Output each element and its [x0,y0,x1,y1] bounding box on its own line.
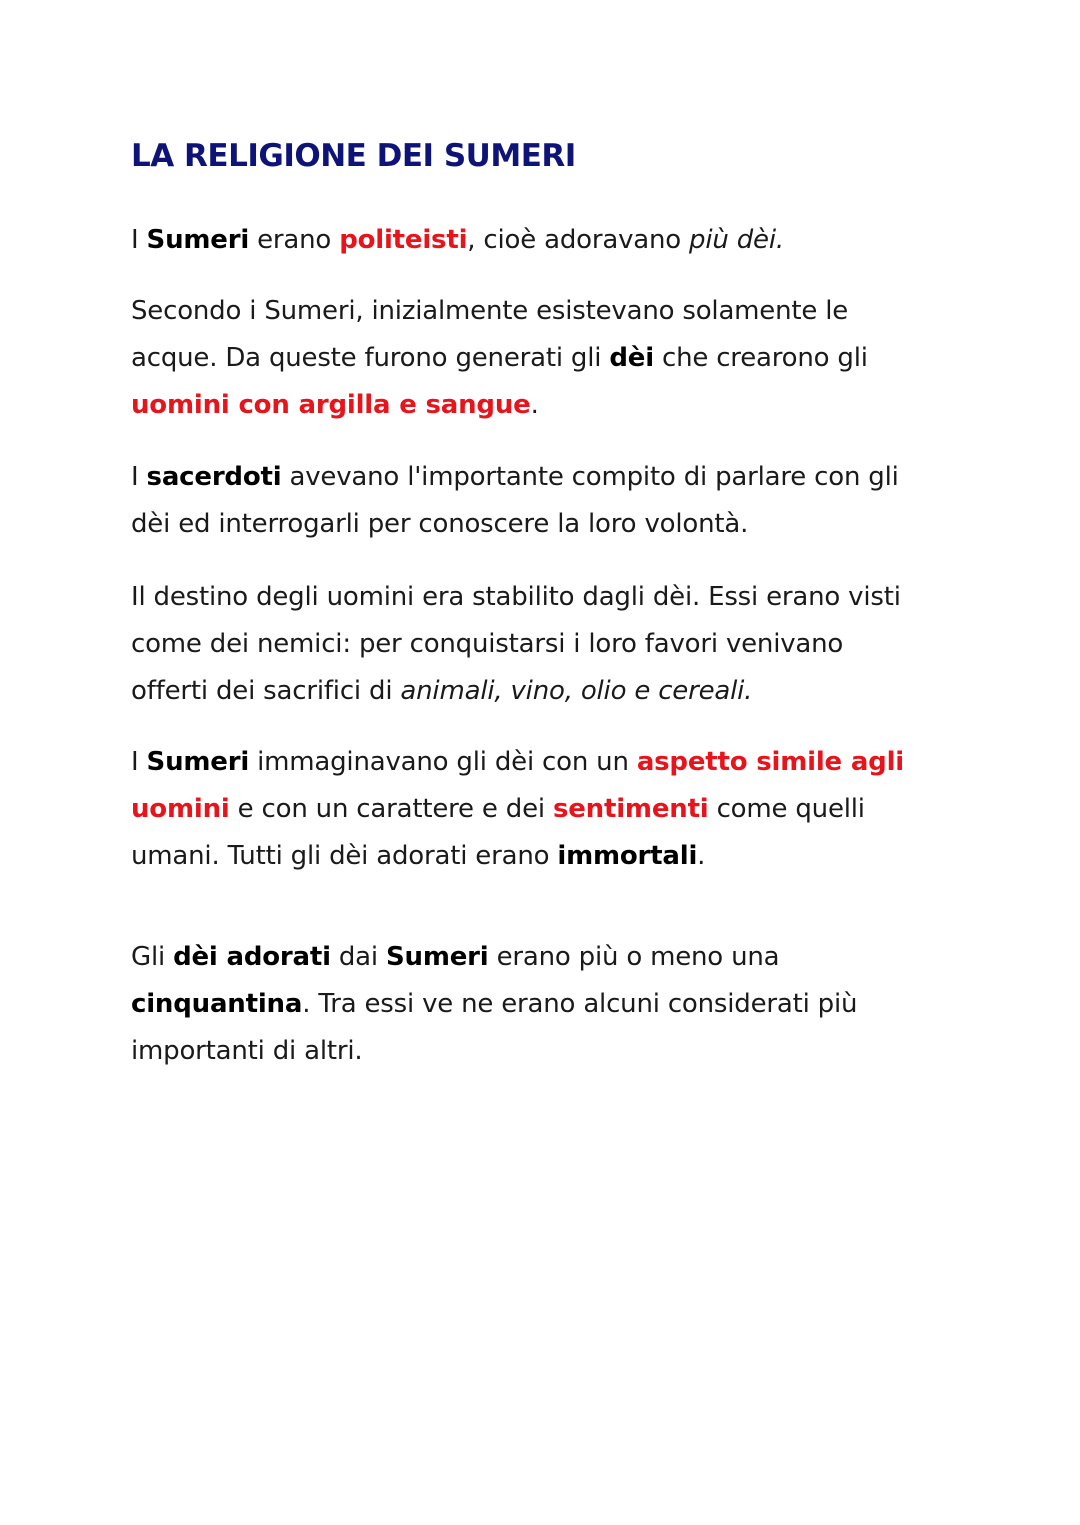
highlight-term-uomini: uomini [131,794,230,824]
bold-term-sumeri: Sumeri [146,747,250,777]
text-line: importanti di altri. [131,1036,363,1066]
highlight-term-uomini-argilla: uomini con argilla e sangue [131,390,531,420]
text-run: I [131,747,147,777]
italic-term-piu-dei: più dèi. [689,225,784,255]
bold-term-dei-adorati: dèi adorati [173,942,331,972]
text-line [131,981,951,1028]
bold-term-immortali: immortali [557,841,698,871]
bold-term-sacerdoti: sacerdoti [146,462,282,492]
text-line [131,833,951,880]
paragraph-polytheism [131,217,951,264]
text-run: dai [330,942,387,972]
text-line: Il destino degli uomini era stabilito dagli dèi. Essi erano visti [131,582,901,612]
italic-term-sacrifices: animali, vino, olio e cereali. [400,676,753,706]
text-line [131,934,951,981]
text-run: erano più o meno una [488,942,780,972]
text-line [131,454,951,501]
text-run: come quelli [708,794,865,824]
text-line: dèi ed interrogarli per conoscere la loro volontà. [131,509,749,539]
text-run: Gli [131,942,174,972]
text-line: come dei nemici: per conquistarsi i loro favori venivano [131,629,844,659]
text-line [131,382,951,429]
paragraph-number-of-gods [131,934,951,1075]
bold-term-sumeri: Sumeri [386,942,489,972]
text-run: I [131,225,147,255]
paragraph-gods-appearance [131,739,951,880]
text-run: . Tra essi ve ne erano alcuni considerati più [302,989,858,1019]
text-run: . [530,390,539,420]
text-run: , cioè adoravano [467,225,690,255]
text-run: che crearono gli [653,343,868,373]
page-title: LA RELIGIONE DEI SUMERI [131,138,576,174]
text-run: I [131,462,147,492]
text-run: offerti dei sacrifici di [131,676,401,706]
bold-term-dei: dèi [609,343,654,373]
highlight-term-aspetto: aspetto simile agli [636,747,905,777]
text-line: Secondo i Sumeri, inizialmente esistevano solamente le [131,296,849,326]
paragraph-creation [131,288,951,429]
text-line [131,335,951,382]
text-line [131,739,951,786]
text-line [131,217,951,264]
text-line [131,786,951,833]
paragraph-priests [131,454,951,548]
text-run: immaginavano gli dèi con un [249,747,637,777]
text-line [131,668,951,715]
paragraph-destiny [131,574,951,715]
highlight-term-sentimenti: sentimenti [552,794,709,824]
text-run: avevano l'importante compito di parlare con gli [281,462,899,492]
text-run: . [697,841,706,871]
text-run: erano [249,225,340,255]
text-run: e con un carattere e dei [229,794,553,824]
highlight-term-politeisti: politeisti [339,225,468,255]
text-run: acque. Da queste furono generati gli [131,343,610,373]
text-run: umani. Tutti gli dèi adorati erano [131,841,558,871]
bold-term-cinquantina: cinquantina [131,989,303,1019]
bold-term-sumeri: Sumeri [146,225,250,255]
